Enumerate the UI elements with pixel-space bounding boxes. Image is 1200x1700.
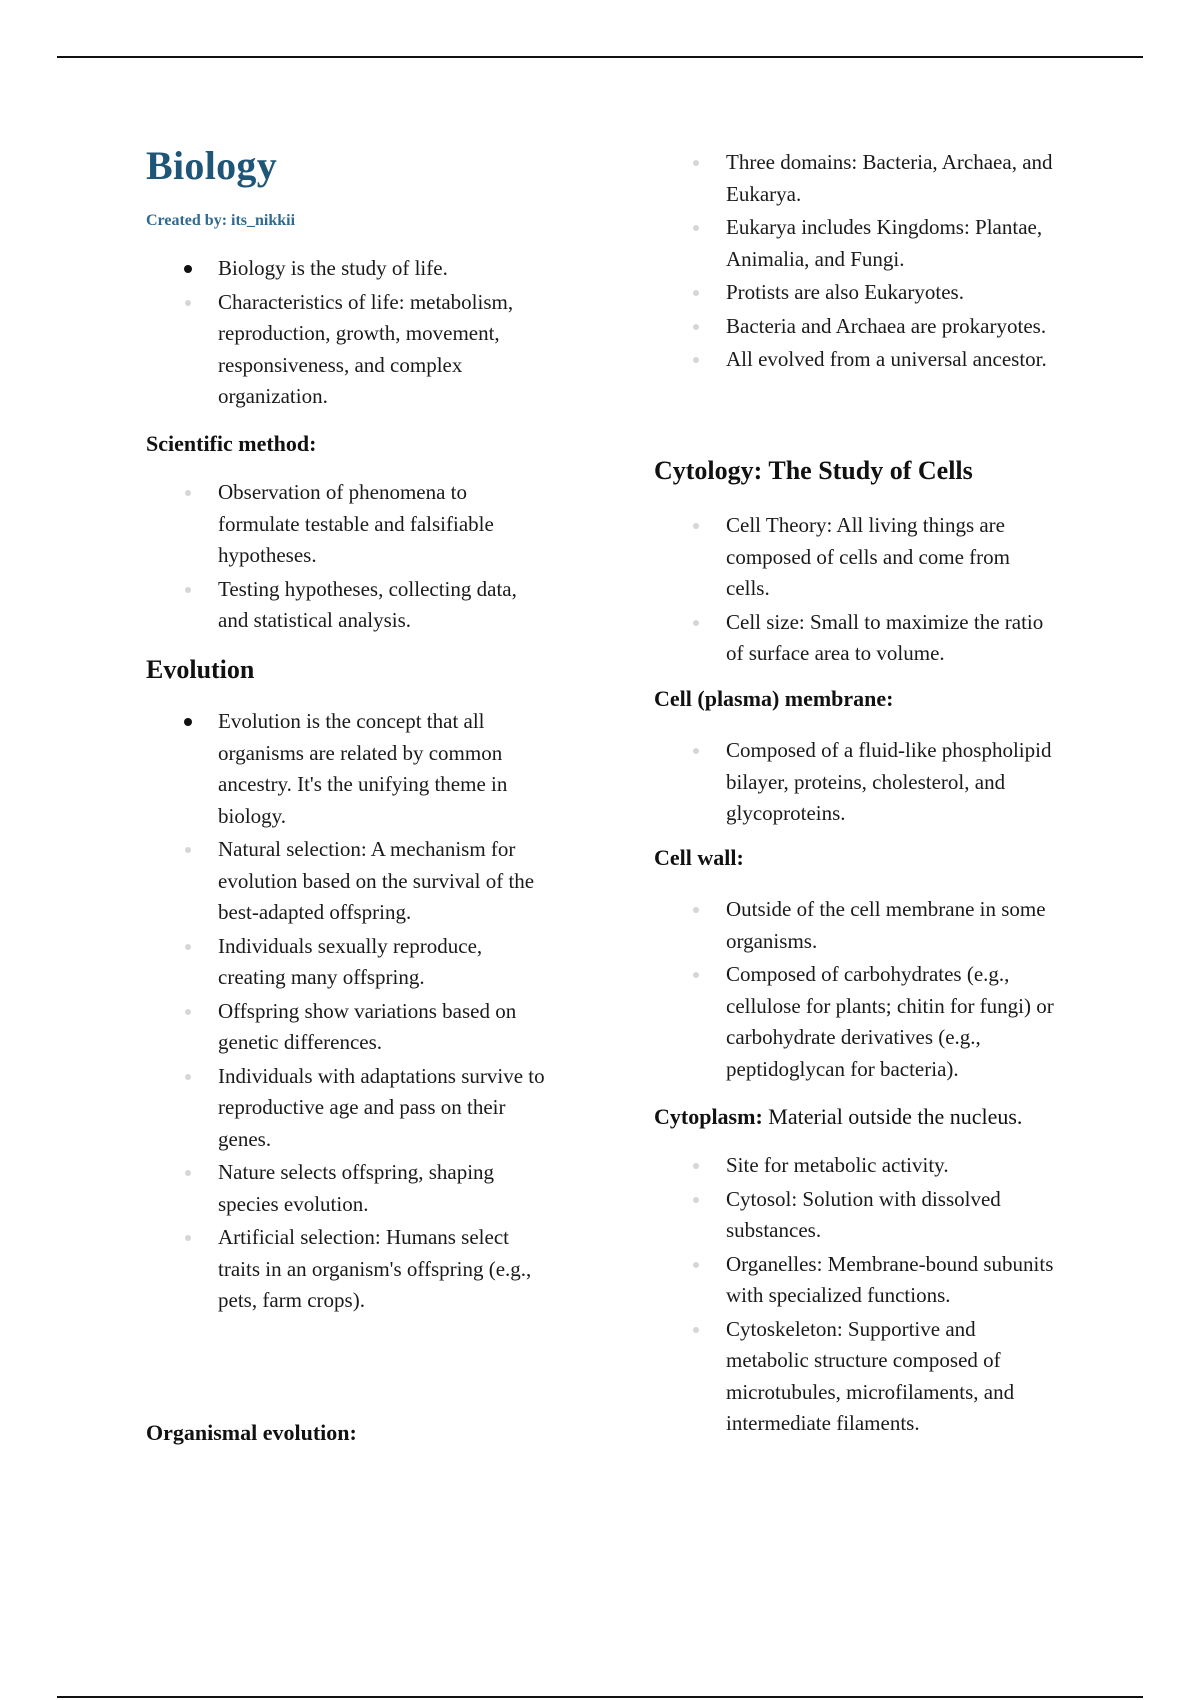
intro-list bbox=[146, 253, 546, 415]
bullet-icon bbox=[185, 490, 191, 496]
list-item: Cell size: Small to maximize the ratio of surface area to volume. bbox=[654, 607, 1054, 670]
bullet-icon bbox=[693, 523, 699, 529]
list-item: Artificial selection: Humans select traits in an organism's offspring (e.g., pets, farm crops). bbox=[146, 1222, 546, 1317]
list-item: Nature selects offspring, shaping species evolution. bbox=[146, 1157, 546, 1220]
bullet-icon bbox=[184, 718, 192, 726]
list-item: Composed of a fluid-like phospholipid bilayer, proteins, cholesterol, and glycoproteins. bbox=[654, 735, 1054, 830]
list-item: Cell Theory: All living things are composed of cells and come from cells. bbox=[654, 510, 1054, 605]
list-item: Individuals with adaptations survive to reproductive age and pass on their genes. bbox=[146, 1061, 546, 1156]
bullet-icon bbox=[693, 324, 699, 330]
cell-wall-list bbox=[654, 894, 1054, 1087]
list-item: Bacteria and Archaea are prokaryotes. bbox=[654, 311, 1054, 343]
bullet-icon bbox=[693, 1262, 699, 1268]
heading-cell-membrane: Cell (plasma) membrane: bbox=[654, 686, 894, 711]
document-title: Biology bbox=[146, 143, 278, 188]
list-item: Observation of phenomena to formulate testable and falsifiable hypotheses. bbox=[146, 477, 546, 572]
heading-organismal-evolution: Organismal evolution: bbox=[146, 1420, 357, 1445]
list-item: Cytoskeleton: Supportive and metabolic structure composed of microtubules, microfilaments, and intermediate filaments. bbox=[654, 1314, 1054, 1440]
bullet-icon bbox=[693, 620, 699, 626]
list-item: Composed of carbohydrates (e.g., cellulose for plants; chitin for fungi) or carbohydrate derivatives (e.g., peptidoglycan for bacteria). bbox=[654, 959, 1054, 1085]
list-item: All evolved from a universal ancestor. bbox=[654, 344, 1054, 376]
bullet-icon bbox=[185, 847, 191, 853]
list-item: Outside of the cell membrane in some organisms. bbox=[654, 894, 1054, 957]
list-item: Biology is the study of life. bbox=[146, 253, 546, 285]
cytoplasm-list bbox=[654, 1150, 1054, 1442]
bullet-icon bbox=[693, 1197, 699, 1203]
list-item: Evolution is the concept that all organisms are related by common ancestry. It's the unifying theme in biology. bbox=[146, 706, 546, 832]
cytology-list bbox=[654, 510, 1054, 672]
membrane-list bbox=[654, 735, 1054, 832]
domains-list bbox=[654, 147, 1054, 378]
heading-cytoplasm: Cytoplasm: Material outside the nucleus. bbox=[654, 1104, 1023, 1129]
list-item: Cytosol: Solution with dissolved substances. bbox=[654, 1184, 1054, 1247]
list-item: Natural selection: A mechanism for evolution based on the survival of the best-adapted offspring. bbox=[146, 834, 546, 929]
list-item: Protists are also Eukaryotes. bbox=[654, 277, 1054, 309]
bullet-icon bbox=[185, 1170, 191, 1176]
list-item: Individuals sexually reproduce, creating many offspring. bbox=[146, 931, 546, 994]
top-rule bbox=[57, 56, 1143, 58]
bullet-icon bbox=[693, 748, 699, 754]
bullet-icon bbox=[185, 300, 191, 306]
list-item: Site for metabolic activity. bbox=[654, 1150, 1054, 1182]
bullet-icon bbox=[693, 160, 699, 166]
scientific-method-list bbox=[146, 477, 546, 639]
bullet-icon bbox=[693, 225, 699, 231]
list-item: Offspring show variations based on genetic differences. bbox=[146, 996, 546, 1059]
bullet-icon bbox=[185, 1074, 191, 1080]
list-item: Eukarya includes Kingdoms: Plantae, Animalia, and Fungi. bbox=[654, 212, 1054, 275]
bottom-rule bbox=[57, 1696, 1143, 1698]
heading-cell-wall: Cell wall: bbox=[654, 845, 744, 870]
list-item: Characteristics of life: metabolism, reproduction, growth, movement, responsiveness, and complex organization. bbox=[146, 287, 546, 413]
heading-scientific-method: Scientific method: bbox=[146, 431, 317, 456]
bullet-icon bbox=[693, 907, 699, 913]
bullet-icon bbox=[693, 1327, 699, 1333]
author-credit: Created by: its_nikkii bbox=[146, 212, 296, 229]
list-item: Organelles: Membrane-bound subunits with specialized functions. bbox=[654, 1249, 1054, 1312]
list-item: Three domains: Bacteria, Archaea, and Eukarya. bbox=[654, 147, 1054, 210]
bullet-icon bbox=[185, 587, 191, 593]
bullet-icon bbox=[185, 944, 191, 950]
evolution-list bbox=[146, 706, 546, 1319]
heading-cytology: Cytology: The Study of Cells bbox=[654, 456, 973, 485]
bullet-icon bbox=[185, 1009, 191, 1015]
bullet-icon bbox=[185, 1235, 191, 1241]
bullet-icon bbox=[184, 265, 192, 273]
heading-evolution: Evolution bbox=[146, 655, 255, 684]
bullet-icon bbox=[693, 1163, 699, 1169]
bullet-icon bbox=[693, 357, 699, 363]
bullet-icon bbox=[693, 972, 699, 978]
list-item: Testing hypotheses, collecting data, and statistical analysis. bbox=[146, 574, 546, 637]
bullet-icon bbox=[693, 290, 699, 296]
